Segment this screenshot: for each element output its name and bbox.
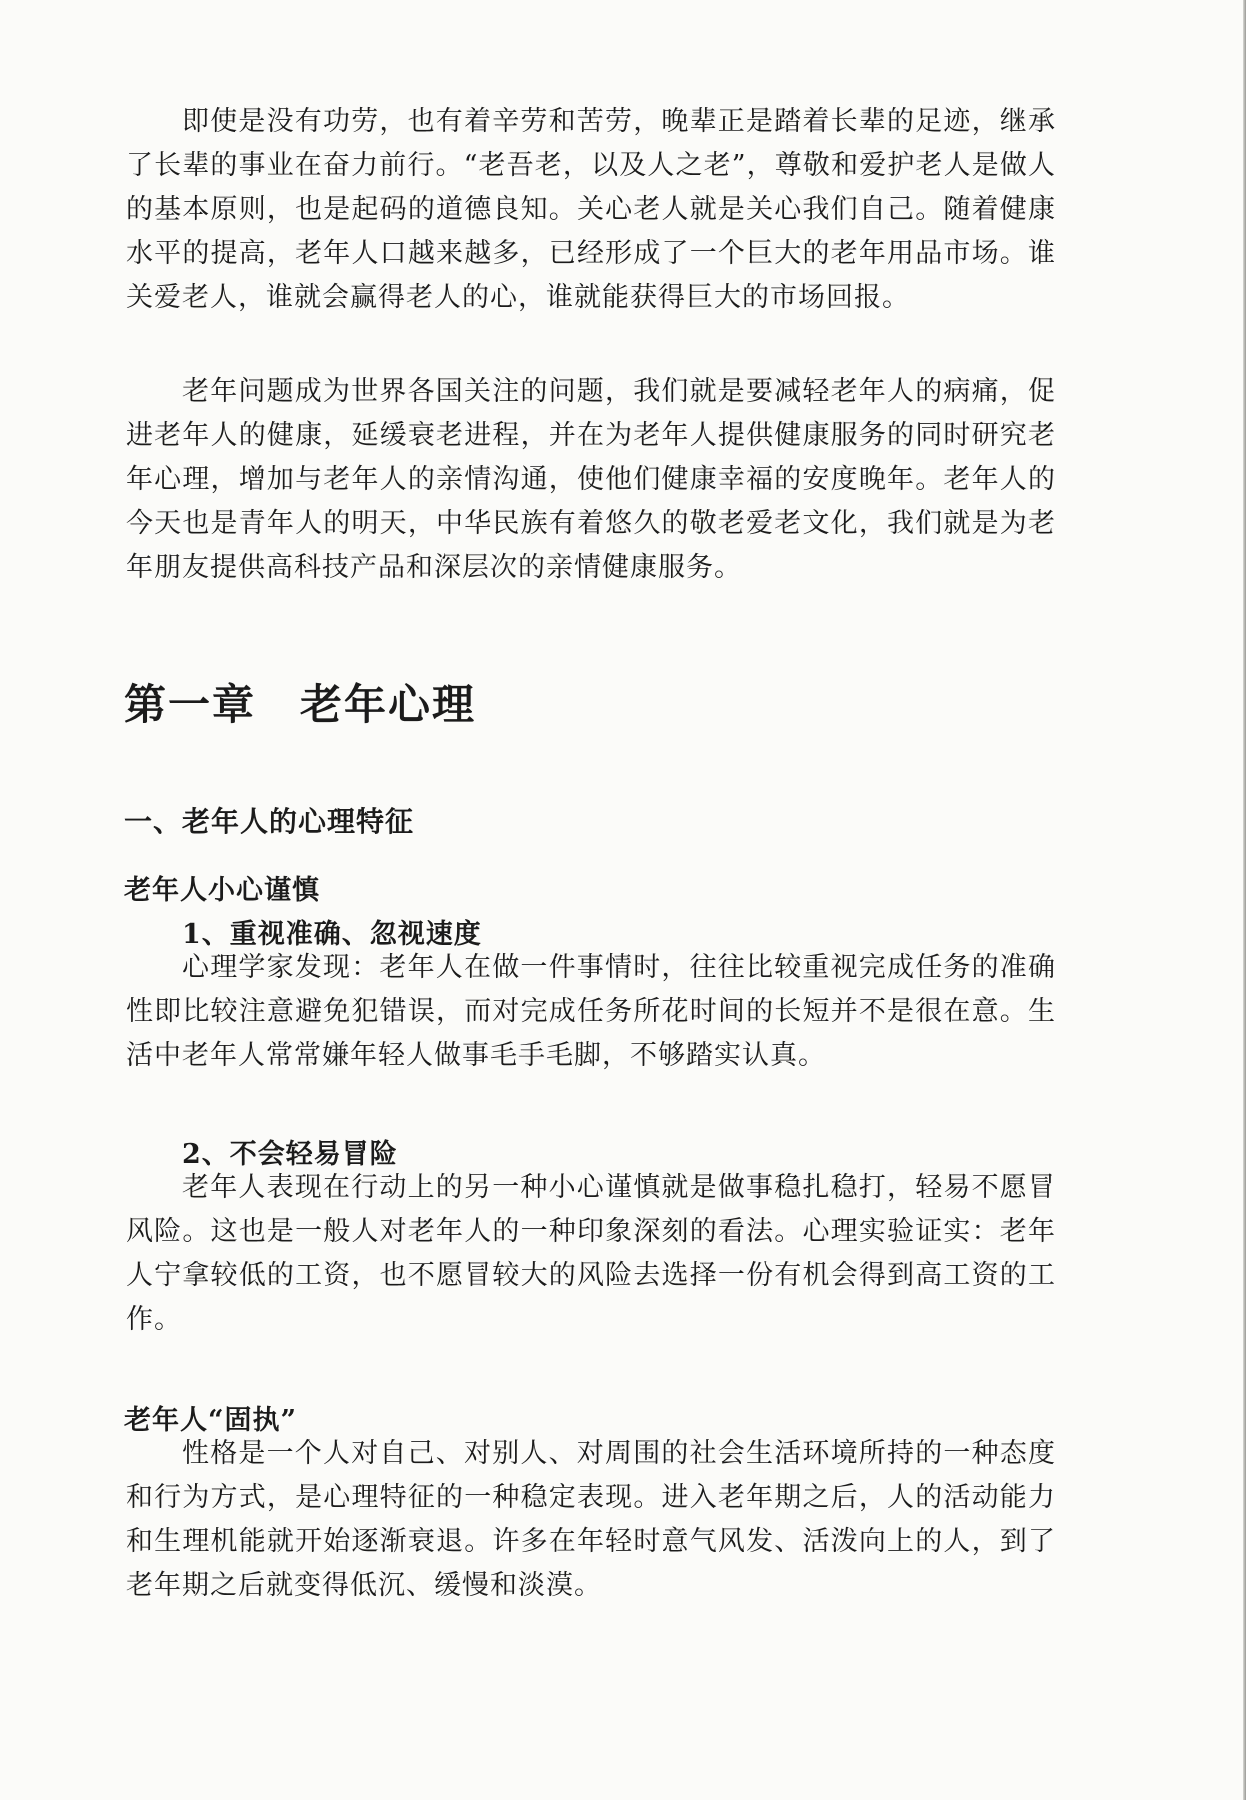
intro-paragraph-2: 老年问题成为世界各国关注的问题，我们就是要减轻老年人的病痛，促进老年人的健康，延缓衰老进程，并在为老年人提供健康服务的同时研究老年心理，增加与老年人的亲情沟通，使他们健康幸福的安度晚年。老年人的今天也是青年人的明天，中华民族有着悠久的敬老爱老文化，我们就是为老年朋友提供高科技产品和深层次的亲情健康服务。: [126, 376, 1056, 583]
item-paragraph-accuracy: 心理学家发现：老年人在做一件事情时，往往比较重视完成任务的准确性即比较注意避免犯错误，而对完成任务所花时间的长短并不是很在意。生活中老年人常常嫌年轻人做事毛手毛脚，不够踏实认真。: [126, 952, 1056, 1071]
subsection-heading-cautious: 老年人小心谨慎: [124, 875, 320, 906]
stubborn-paragraph: 性格是一个人对自己、对别人、对周围的社会生活环境所持的一种态度和行为方式，是心理特征的一种稳定表现。进入老年期之后，人的活动能力和生理机能就开始逐渐衰退。许多在年轻时意气风发、活泼向上的人，到了老年期之后就变得低沉、缓慢和淡漠。: [126, 1438, 1056, 1601]
subsection-heading-stubborn: 老年人“固执”: [124, 1405, 298, 1436]
item-heading-accuracy: 1、重视准确、忽视速度: [182, 919, 482, 950]
item-paragraph-risk: 老年人表现在行动上的另一种小心谨慎就是做事稳扎稳打，轻易不愿冒风险。这也是一般人对老年人的一种印象深刻的看法。心理实验证实：老年人宁拿较低的工资，也不愿冒较大的风险去选择一份有机会得到高工资的工作。: [126, 1172, 1056, 1335]
chapter-number: 第一章: [124, 680, 257, 729]
item-heading-risk: 2、不会轻易冒险: [182, 1139, 398, 1170]
intro-paragraph-1: 即使是没有功劳，也有着辛劳和苦劳，晚辈正是踏着长辈的足迹，继承了长辈的事业在奋力前行。“老吾老，以及人之老”，尊敬和爱护老人是做人的基本原则，也是起码的道德良知。关心老人就是关心我们自己。随着健康水平的提高，老年人口越来越多，已经形成了一个巨大的老年用品市场。谁关爱老人，谁就会赢得老人的心，谁就能获得巨大的市场回报。: [126, 106, 1056, 313]
chapter-heading: [124, 672, 476, 732]
section-heading: 一、老年人的心理特征: [124, 805, 415, 838]
chapter-title: 老年心理: [300, 680, 477, 729]
